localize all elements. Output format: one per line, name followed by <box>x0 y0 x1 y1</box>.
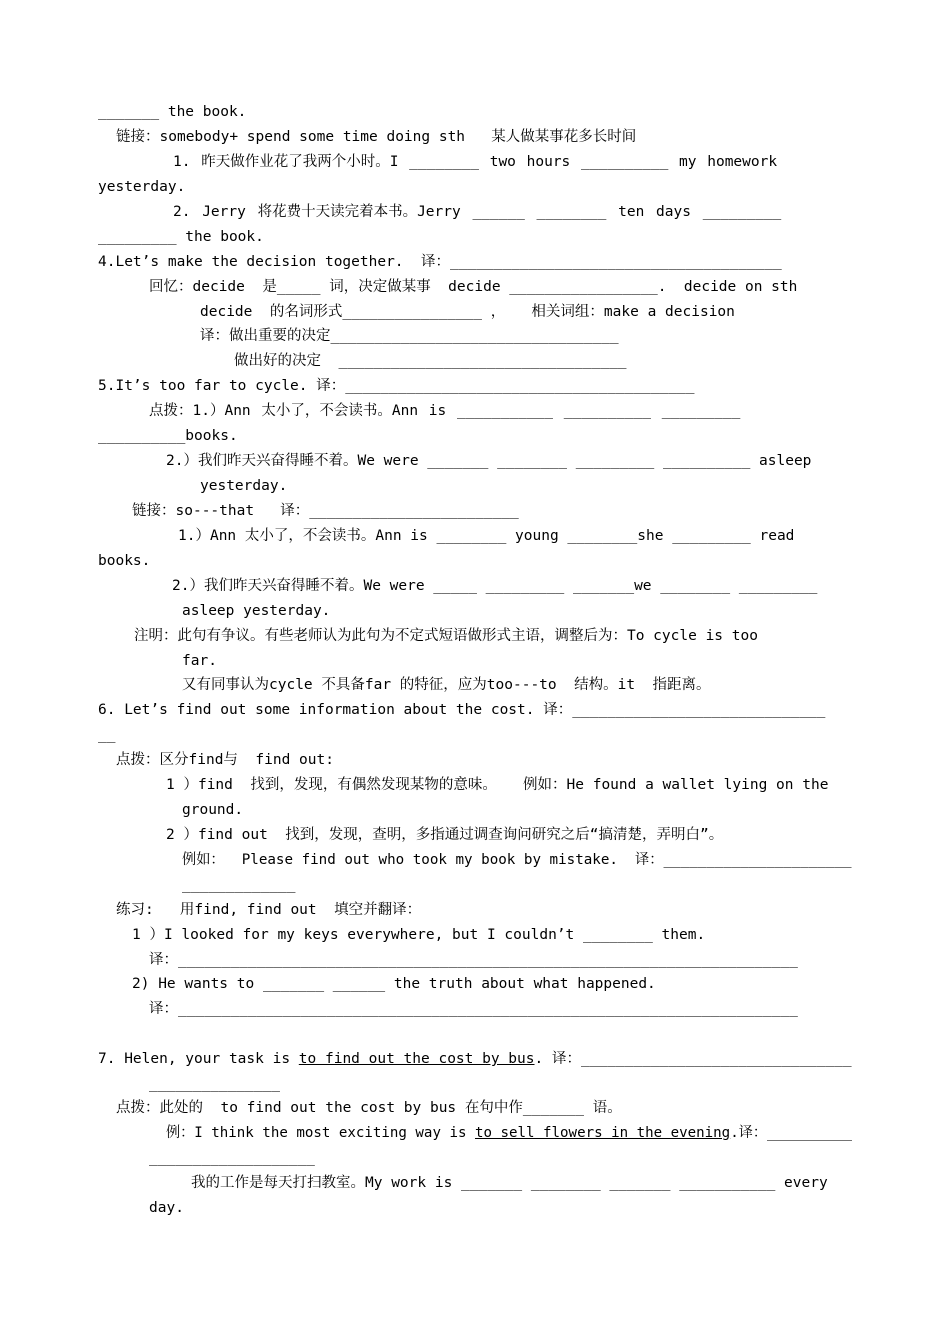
text-line: ground. <box>182 802 244 818</box>
text-line: books. <box>98 553 151 569</box>
text-line: __________books. <box>98 428 238 444</box>
text-line: __ <box>98 727 116 743</box>
text-line: 我的工作是每天打扫教室。My work is _______ ________ _______ ___________ every <box>191 1175 828 1191</box>
text-line: 又有同事认为cycle 不具备far 的特征，应为too---to 结构。it 指距离。 <box>182 677 711 693</box>
text-line: _______________ <box>149 1076 280 1092</box>
text-line: 2.）我们昨天兴奋得睡不着。We were _______ ________ _________ __________ asleep <box>166 453 812 469</box>
text-line: 4.Let’s make the decision together. 译：______________________________________ <box>98 254 782 270</box>
text-line: 2) He wants to _______ ______ the truth about what happened. <box>132 976 656 992</box>
text-line: 译：做出重要的决定_________________________________ <box>200 328 619 344</box>
text-line: 点拨：区分find与 find out: <box>116 752 334 768</box>
text-line: _________ the book. <box>98 229 264 245</box>
text-line: 1 ）find 找到，发现，有偶然发现某物的意味。 例如：He found a wallet lying on the <box>166 777 829 793</box>
text-line: 译：_______________________________________________________________________ <box>149 1001 798 1017</box>
example-line <box>166 1123 852 1143</box>
text-line: 点拨：此处的 to find out the cost by bus 在句中作_______ 语。 <box>116 1100 622 1116</box>
text-line: 回忆：decide 是_____ 词，决定做某事 decide _________________. decide on sth <box>149 279 798 295</box>
text-line: 1. 昨天做作业花了我两个小时。I ________ two hours __________ my homework <box>173 154 778 170</box>
text-line: 2. Jerry 将花费十天读完着本书。Jerry ______ ________ ten days _________ <box>173 204 782 220</box>
text-line: 注明：此句有争议。有些老师认为此句为不定式短语做形式主语，调整后为：To cycle is too <box>134 628 758 644</box>
text-line: 链接：so---that 译：________________________ <box>132 503 519 519</box>
text-line: 2 ）find out 找到，发现，查明，多指通过调查询问研究之后“搞清楚，弄明白”。 <box>166 827 724 843</box>
question-7-suffix: . 译：_______________________________ <box>534 1051 852 1067</box>
text-line: 做出好的决定 _________________________________ <box>234 353 627 369</box>
text-line: 1 ）I looked for my keys everywhere, but I couldn’t ________ them. <box>132 927 706 943</box>
text-line: 1.）Ann 太小了，不会读书。Ann is ________ young ________she _________ read <box>178 528 795 544</box>
text-line: 例如： Please find out who took my book by mistake. 译：______________________ <box>182 852 852 868</box>
example-prefix: 例：I think the most exciting way is <box>166 1125 475 1141</box>
text-line: 6. Let’s find out some information about the cost. 译：_____________________________ <box>98 702 826 718</box>
text-line: 2.）我们昨天兴奋得睡不着。We were _____ _________ _______we ________ _________ <box>172 578 818 594</box>
text-line: yesterday. <box>98 179 186 195</box>
text-line: 链接：somebody+ spend some time doing sth 某人做某事花多长时间 <box>116 129 637 145</box>
question-7-line <box>98 1049 852 1069</box>
text-line: 译：_______________________________________________________________________ <box>149 952 798 968</box>
text-line: day. <box>149 1200 184 1216</box>
text-line: 5.It’s too far to cycle. 译：________________________________________ <box>98 378 695 394</box>
question-7-prefix: 7. Helen, your task is <box>98 1051 299 1067</box>
text-line: decide 的名词形式________________ ， 相关词组：make a decision <box>200 304 735 320</box>
text-line: 练习: 用find, find out 填空并翻译： <box>116 902 422 918</box>
text-line: 点拨：1.）Ann 太小了，不会读书。Ann is ___________ __________ _________ <box>149 403 741 419</box>
text-line: ___________________ <box>149 1150 315 1166</box>
example-underlined-phrase: to sell flowers in the evening <box>474 1125 731 1141</box>
text-line: far. <box>182 653 217 669</box>
text-line: _______ the book. <box>98 104 247 120</box>
example-suffix: .译：__________ <box>730 1125 853 1141</box>
text-line: yesterday. <box>200 478 288 494</box>
text-line: asleep yesterday. <box>182 603 331 619</box>
question-7-underlined-phrase: to find out the cost by bus <box>298 1051 535 1067</box>
text-line: _____________ <box>182 877 296 893</box>
